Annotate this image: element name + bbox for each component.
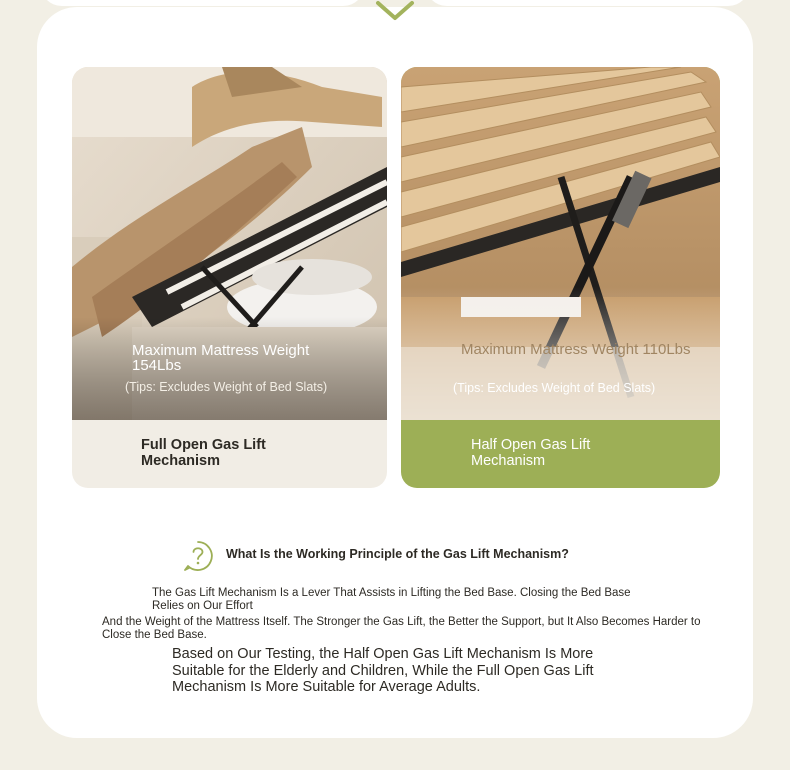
chevron-down-icon[interactable]	[375, 0, 415, 22]
faq-answer-1: The Gas Lift Mechanism Is a Lever That Assists in Lifting the Bed Base. Closing the Bed Base Relies on Our Effort	[152, 587, 631, 612]
half-open-weight-title: Maximum Mattress Weight 110Lbs	[461, 341, 691, 358]
full-open-panel	[72, 67, 387, 488]
faq-question: What Is the Working Principle of the Gas Lift Mechanism?	[226, 547, 569, 561]
full-open-tip: (Tips: Excludes Weight of Bed Slats)	[125, 380, 328, 394]
faq-conclusion: Based on Our Testing, the Half Open Gas Lift Mechanism Is More Suitable for the Elderly and Children, While the Full Open Gas Lift Mechanism Is More Suitable for Average Adults.	[172, 646, 594, 695]
full-open-label: Full Open Gas Lift Mechanism	[141, 437, 266, 469]
half-open-bed-photo	[401, 67, 720, 420]
question-circle-icon	[182, 540, 214, 572]
half-open-label: Half Open Gas Lift Mechanism	[471, 437, 591, 469]
half-open-panel	[401, 67, 720, 488]
half-open-tip: (Tips: Excludes Weight of Bed Slats)	[453, 381, 656, 395]
full-open-weight-title: Maximum Mattress Weight 154Lbs	[132, 342, 310, 374]
top-tab-left	[40, 0, 365, 6]
top-tab-right	[425, 0, 750, 6]
faq-answer-2: And the Weight of the Mattress Itself. The Stronger the Gas Lift, the Better the Support, but It Also Becomes Harder to Close the Bed Base.	[102, 616, 701, 641]
